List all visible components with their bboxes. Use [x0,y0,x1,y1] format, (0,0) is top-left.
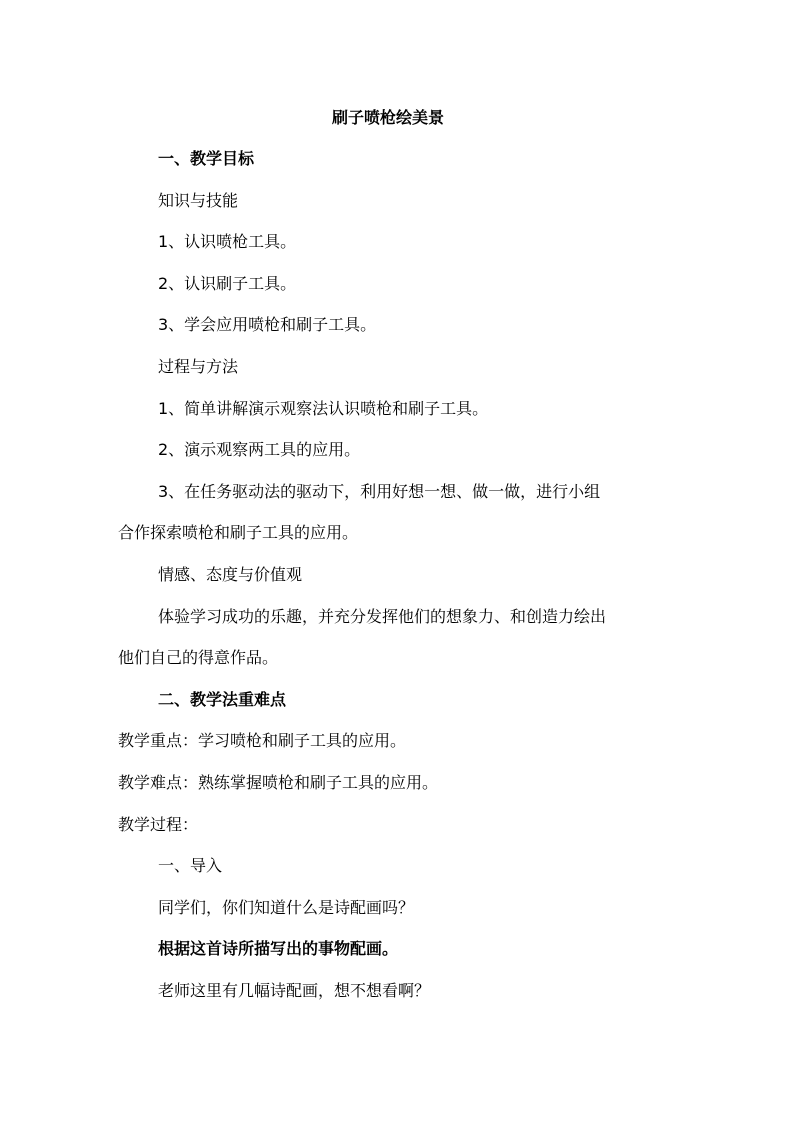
knowledge-item-1: 1、认识喷枪工具。 [158,232,297,251]
intro-heading: 一、导入 [158,856,223,875]
intro-line-1: 同学们，你们知道什么是诗配画吗？ [158,898,415,917]
emotion-paragraph-line-1: 体验学习成功的乐趣，并充分发挥他们的想象力、和创造力绘出 [158,607,607,626]
teaching-process-label: 教学过程： [118,815,199,834]
intro-line-3: 老师这里有几幅诗配画，想不想看啊？ [158,981,431,1000]
process-item-2: 2、演示观察两工具的应用。 [158,440,361,459]
process-item-1: 1、简单讲解演示观察法认识喷枪和刷子工具。 [158,399,489,418]
difficult-point: 教学难点：熟练掌握喷枪和刷子工具的应用。 [118,773,439,792]
subheading-knowledge: 知识与技能 [158,191,239,210]
emotion-paragraph-line-2: 他们自己的得意作品。 [118,648,279,667]
intro-line-2: 根据这首诗所描写出的事物配画。 [158,939,399,958]
process-item-3-line-1: 3、在任务驱动法的驱动下，利用好想一想、做一做，进行小组 [158,482,601,501]
section1-heading: 一、教学目标 [158,149,255,168]
knowledge-item-2: 2、认识刷子工具。 [158,274,297,293]
process-item-3-line-2: 合作探索喷枪和刷子工具的应用。 [118,523,359,542]
key-point: 教学重点：学习喷枪和刷子工具的应用。 [118,731,407,750]
subheading-emotion: 情感、态度与价值观 [158,565,303,584]
document-title: 刷子喷枪绘美景 [332,108,445,127]
section2-heading: 二、教学法重难点 [158,690,287,709]
knowledge-item-3: 3、学会应用喷枪和刷子工具。 [158,315,377,334]
subheading-process: 过程与方法 [158,357,239,376]
